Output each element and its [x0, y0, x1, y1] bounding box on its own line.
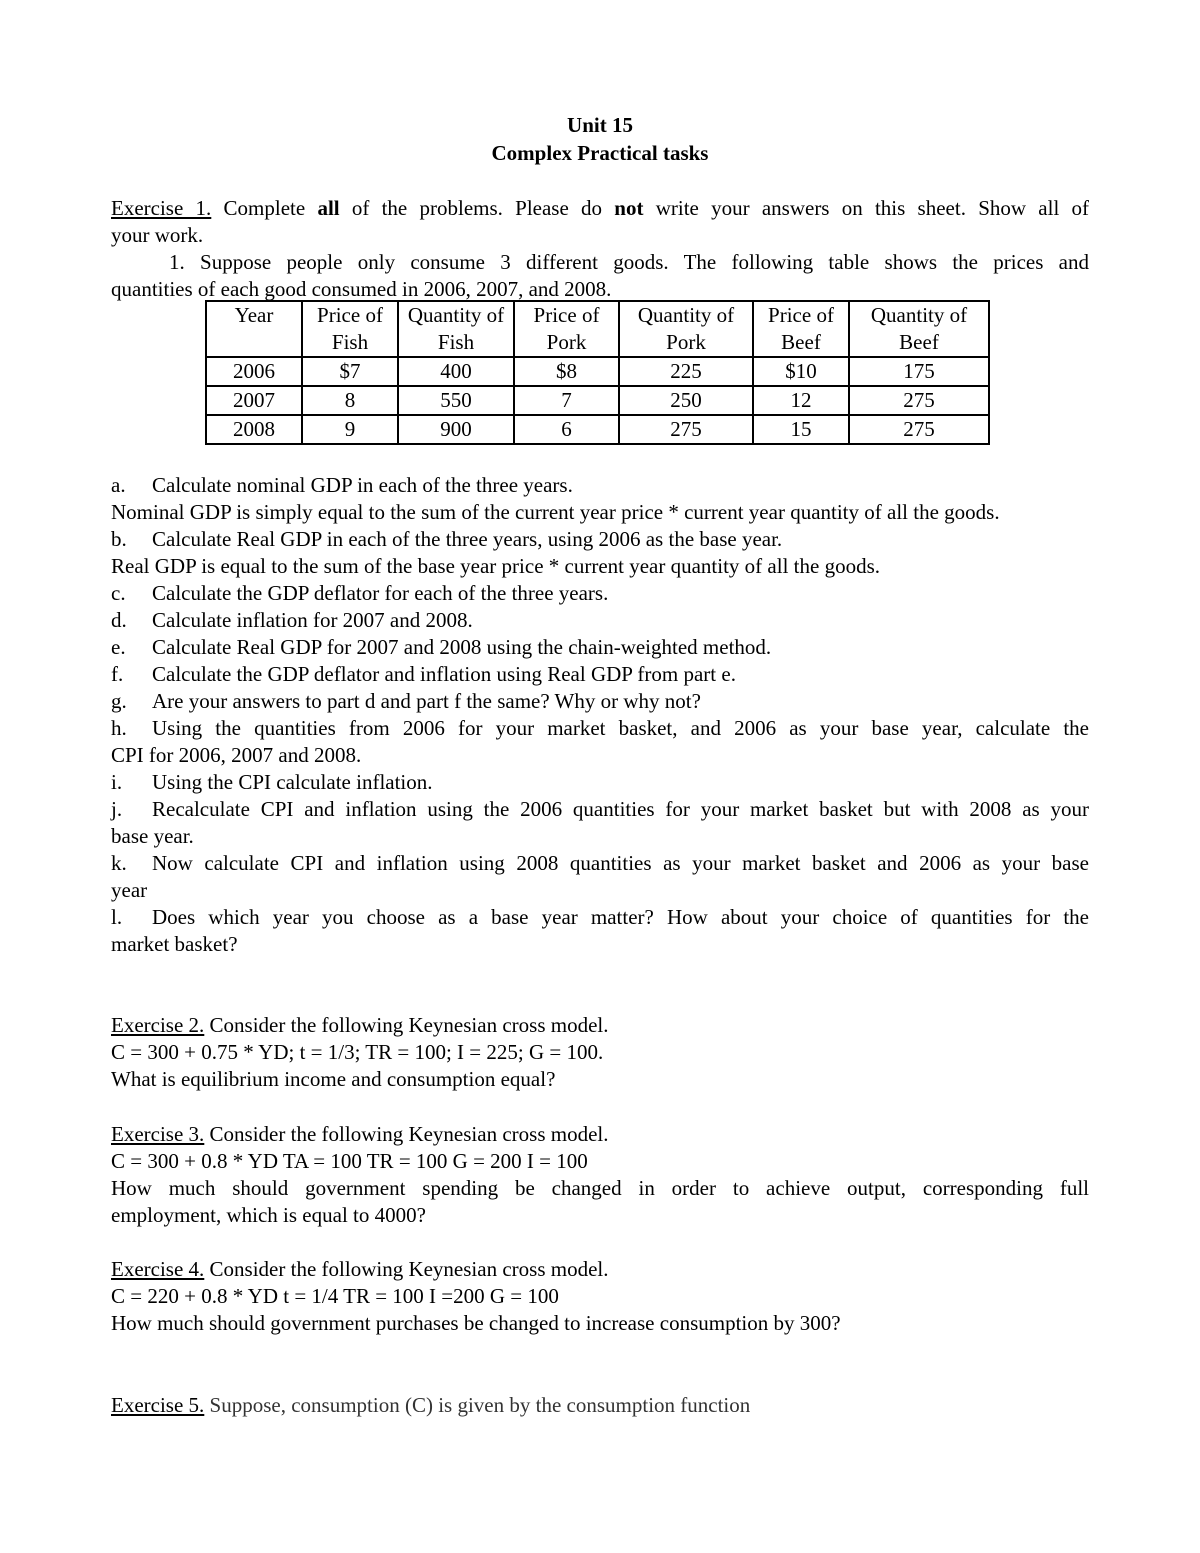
item-l-cont: market basket?	[111, 932, 238, 956]
table-header-row	[206, 301, 989, 357]
item-k-cont: year	[111, 878, 148, 902]
table-cell: 275	[849, 386, 989, 415]
table-cell: 225	[619, 357, 753, 386]
item-j-cont: base year.	[111, 824, 194, 848]
exercise1-intro	[111, 195, 1089, 222]
item-a-note: Nominal GDP is simply equal to the sum of the current year price * current year quantity of all the goods.	[111, 500, 1000, 524]
header-price-pork: Price of Pork	[514, 301, 619, 357]
table-cell: $10	[753, 357, 849, 386]
table-cell: 275	[849, 415, 989, 444]
intro-text: write your answers on this sheet. Show all of	[643, 196, 1090, 220]
emphasis-all: all	[317, 196, 340, 220]
table-cell: 6	[514, 415, 619, 444]
exercise2-label: Exercise 2.	[111, 1013, 205, 1037]
table-cell: 7	[514, 386, 619, 415]
exercise3-model: C = 300 + 0.8 * YD TA = 100 TR = 100 G = 200 I = 100	[111, 1149, 588, 1173]
exercise5-label: Exercise 5.	[111, 1393, 205, 1417]
table-cell: 9	[302, 415, 398, 444]
unit-title: Unit 15	[567, 113, 633, 137]
item-h-cont: CPI for 2006, 2007 and 2008.	[111, 743, 362, 767]
exercise3-intro: Exercise 3. Consider the following Keynesian cross model.	[111, 1122, 609, 1146]
page-subtitle: Complex Practical tasks	[491, 141, 709, 165]
item-e: e. Calculate Real GDP for 2007 and 2008 using the chain-weighted method.	[111, 635, 772, 659]
table-cell: 8	[302, 386, 398, 415]
table-cell: 900	[398, 415, 514, 444]
item-k: k. Now calculate CPI and inflation using 2008 quantities as your market basket and 2006 as your base	[111, 851, 1089, 875]
item-g: g. Are your answers to part d and part f the same? Why or why not?	[111, 689, 701, 713]
exercise3-question: How much should government spending be changed in order to achieve output, corresponding full	[111, 1176, 1089, 1200]
item-c: c. Calculate the GDP deflator for each of the three years.	[111, 581, 609, 605]
header-price-beef: Price of Beef	[753, 301, 849, 357]
table-cell: 400	[398, 357, 514, 386]
item-b: b. Calculate Real GDP in each of the three years, using 2006 as the base year.	[111, 527, 783, 551]
header-quantity-beef: Quantity of Beef	[849, 301, 989, 357]
exercise2-model: C = 300 + 0.75 * YD; t = 1/3; TR = 100; I = 225; G = 100.	[111, 1040, 604, 1064]
item-f: f. Calculate the GDP deflator and inflation using Real GDP from part e.	[111, 662, 736, 686]
table-row	[206, 386, 989, 415]
table-cell: 275	[619, 415, 753, 444]
exercise4-label: Exercise 4.	[111, 1257, 205, 1281]
table-cell: 2008	[206, 415, 302, 444]
item-d: d. Calculate inflation for 2007 and 2008.	[111, 608, 473, 632]
exercise3-label: Exercise 3.	[111, 1122, 205, 1146]
header-price-fish: Price of Fish	[302, 301, 398, 357]
table-cell: $7	[302, 357, 398, 386]
exercise4-model: C = 220 + 0.8 * YD t = 1/4 TR = 100 I =200 G = 100	[111, 1284, 559, 1308]
item-l: l. Does which year you choose as a base year matter? How about your choice of quantities for the	[111, 905, 1089, 929]
table-row	[206, 415, 989, 444]
table-cell: $8	[514, 357, 619, 386]
header-quantity-fish: Quantity of Fish	[398, 301, 514, 357]
intro-text: Complete	[211, 196, 318, 220]
goods-table	[205, 300, 990, 445]
exercise3-question-cont: employment, which is equal to 4000?	[111, 1203, 426, 1227]
emphasis-not: not	[614, 196, 644, 220]
table-cell: 12	[753, 386, 849, 415]
exercise4-intro: Exercise 4. Consider the following Keynesian cross model.	[111, 1257, 609, 1281]
question1-line1: 1. Suppose people only consume 3 different goods. The following table shows the prices and	[169, 250, 1089, 274]
exercise4-question: How much should government purchases be changed to increase consumption by 300?	[111, 1311, 841, 1335]
header-year: Year	[206, 301, 302, 357]
item-j: j. Recalculate CPI and inflation using the 2006 quantities for your market basket but with 2008 as your	[111, 797, 1089, 821]
exercise1-intro-cont: your work.	[111, 223, 204, 247]
item-i: i. Using the CPI calculate inflation.	[111, 770, 433, 794]
exercise5-intro: Exercise 5. Suppose, consumption (C) is given by the consumption function	[111, 1393, 751, 1417]
table-cell: 250	[619, 386, 753, 415]
table-cell: 2007	[206, 386, 302, 415]
table-cell: 175	[849, 357, 989, 386]
table-cell: 2006	[206, 357, 302, 386]
table-cell: 550	[398, 386, 514, 415]
exercise1-label: Exercise 1.	[111, 196, 212, 220]
table-cell: 15	[753, 415, 849, 444]
table-row	[206, 357, 989, 386]
question1-line2: quantities of each good consumed in 2006, 2007, and 2008.	[111, 277, 612, 301]
item-h: h. Using the quantities from 2006 for your market basket, and 2006 as your base year, calculate the	[111, 716, 1089, 740]
intro-text: of the problems. Please do	[339, 196, 615, 220]
header-quantity-pork: Quantity of Pork	[619, 301, 753, 357]
item-b-note: Real GDP is equal to the sum of the base year price * current year quantity of all the goods.	[111, 554, 880, 578]
exercise2-intro: Exercise 2. Consider the following Keynesian cross model.	[111, 1013, 609, 1037]
exercise2-question: What is equilibrium income and consumption equal?	[111, 1067, 556, 1091]
item-a: a. Calculate nominal GDP in each of the three years.	[111, 473, 573, 497]
